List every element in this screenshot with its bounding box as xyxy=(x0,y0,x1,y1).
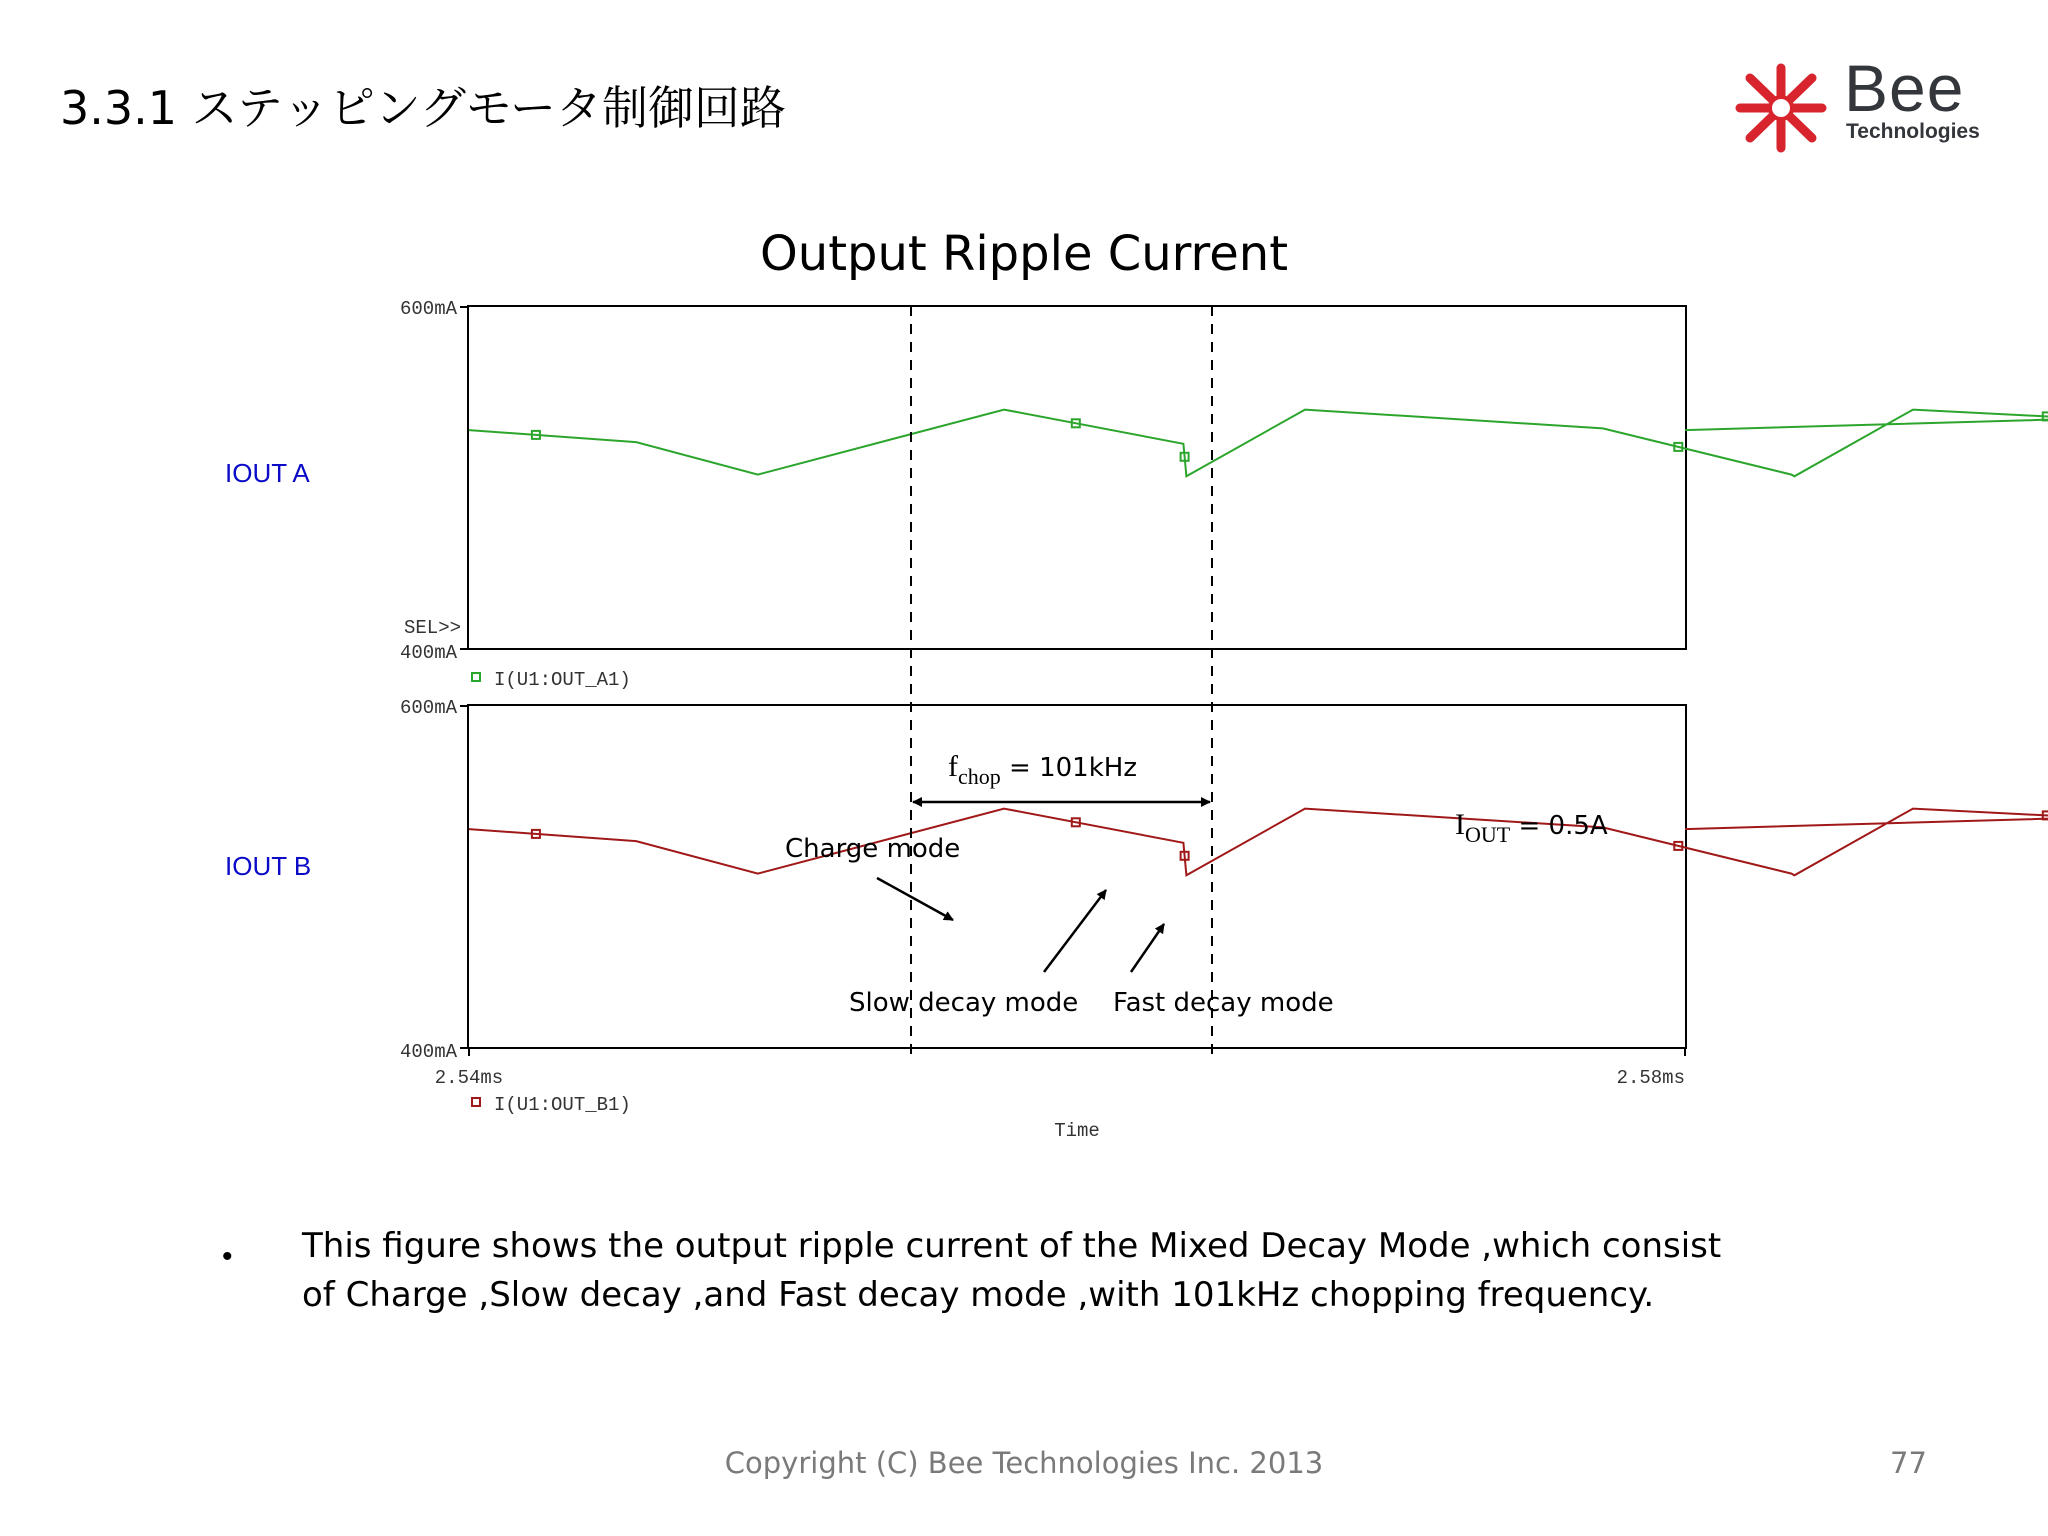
legend-a-swatch xyxy=(472,673,480,681)
legend-a-label: I(U1:OUT_A1) xyxy=(494,669,631,691)
page-number: 77 xyxy=(1890,1446,1927,1480)
legend-b-label: I(U1:OUT_B1) xyxy=(494,1094,631,1116)
slow-decay-arrow xyxy=(1044,890,1106,972)
fchop-value: = 101kHz xyxy=(1000,753,1137,783)
bullet-text: This figure shows the output ripple current of the Mixed Decay Mode ,which consist of Charge ,Slow decay ,and Fast decay mode ,with 101kHz chopping frequency. xyxy=(302,1226,1722,1315)
logo-subtitle: Technologies xyxy=(1846,120,1980,143)
panel-a-ytick-label-bottom: 400mA xyxy=(399,642,457,664)
legend-b-swatch xyxy=(472,1098,480,1106)
panel-a-frame xyxy=(468,306,1686,649)
fast-decay-arrow xyxy=(1131,924,1164,972)
fchop-annotation xyxy=(948,750,1137,789)
copyright-footer: Copyright (C) Bee Technologies Inc. 2013 xyxy=(724,1446,1324,1480)
bullet-marker: • xyxy=(222,1240,233,1273)
iout-a-label: IOUT A xyxy=(225,458,310,488)
slow-decay-label: Slow decay mode xyxy=(849,988,1079,1018)
series-a-markers xyxy=(532,412,2048,460)
chart-title: Output Ripple Current xyxy=(759,226,1289,282)
fast-decay-label: Fast decay mode xyxy=(1113,988,1334,1018)
fchop-subscript: chop xyxy=(958,764,1001,789)
logo-wordmark: Bee xyxy=(1844,51,1965,125)
iout-subscript: OUT xyxy=(1465,822,1511,847)
iout-value: = 0.5A xyxy=(1510,811,1608,841)
xtick-label-left: 2.54ms xyxy=(434,1067,504,1089)
x-axis-label: Time xyxy=(1054,1120,1100,1142)
series-a-line xyxy=(469,410,2048,477)
panel-b-ytick-label-bottom: 400mA xyxy=(399,1041,457,1063)
iout-annotation xyxy=(1455,808,1608,847)
series-b-line xyxy=(469,809,2048,876)
panel-b-ytick-label-top: 600mA xyxy=(399,697,457,719)
series-b-markers xyxy=(532,811,2048,859)
slide-title: 3.3.1 ステッピングモータ制御回路 xyxy=(60,81,786,135)
xtick-label-right: 2.58ms xyxy=(1616,1067,1685,1089)
panel-a-ytick-label-top: 600mA xyxy=(399,298,457,320)
iout-b-label: IOUT B xyxy=(225,851,312,881)
sel-marker: SEL>> xyxy=(403,617,461,639)
charge-mode-arrow xyxy=(877,878,953,920)
charge-mode-label: Charge mode xyxy=(785,834,961,864)
fchop-symbol: f xyxy=(948,750,958,783)
iout-symbol: I xyxy=(1455,808,1465,841)
